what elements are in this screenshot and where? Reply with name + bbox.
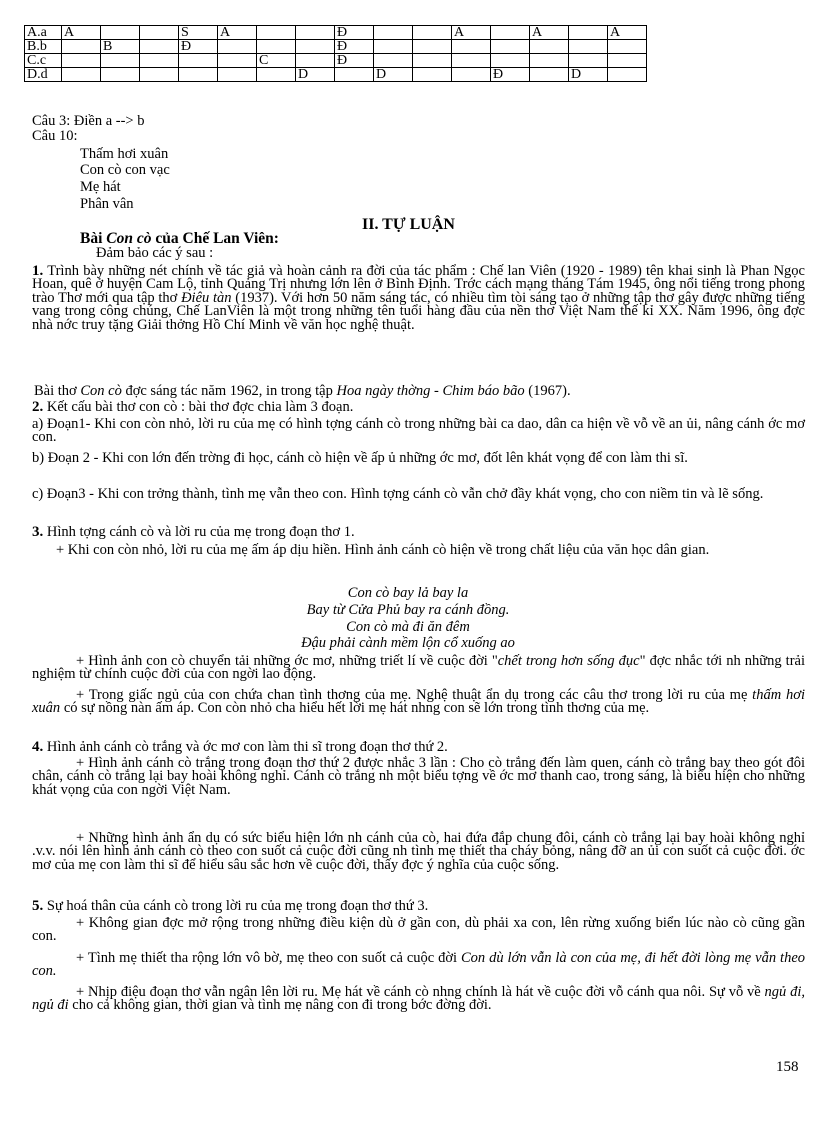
answer-line-2: Con cò con vạc [80, 162, 170, 178]
answer-cell [101, 26, 140, 40]
answer-cell [218, 68, 257, 82]
answer-cell [530, 68, 569, 82]
paragraph-5a: + Không gian đợc mở rộng trong những điều kiện dù ở gần con, dù phải xa con, lên rừng xuống biển lúc nào cò cũng gần con. [32, 915, 805, 945]
answer-cell [608, 40, 647, 54]
answer-cell [257, 26, 296, 40]
paragraph-5c: + Nhịp điệu đoạn thơ vẫn ngân lên lời ru. Mẹ hát về cánh cò nhng chính là hát về cuộc đời vỗ cánh qua nôi. Sự vỗ về ngủ đi, ngủ đi cho cả không gian, thời gian và tình mẹ nâng con đi trong bớc đờng đời. [32, 984, 806, 1014]
paragraph-2b: b) Đoạn 2 - Khi con lớn đến trờng đi học, cánh cò hiện về ấp ủ những ớc mơ, đốt lên khát vọng để con làm thi sĩ. [32, 450, 688, 466]
answer-cell [218, 40, 257, 54]
paragraph-5: 5. Sự hoá thân của cánh cò trong lời ru của mẹ trong đoạn thơ thứ 3. [32, 898, 429, 914]
paragraph-3b: + Hình ảnh con cò chuyển tải những ớc mơ, những triết lí về cuộc đời "chết trong hơn sống đục" đợc nhắc tới nh những trải nghiệm từ chính cuộc đời của con ngời lao động. [32, 653, 805, 683]
answer-cell [452, 40, 491, 54]
answer-cell: Đ [179, 40, 218, 54]
answer-cell [140, 40, 179, 54]
paragraph-4b: + Những hình ảnh ẩn dụ có sức biểu hiện lớn nh cánh của cò, hai đứa đắp chung đôi, cánh cò trắng lại bay hoài không nghỉ .v.v. nói lên hình ảnh cánh cò theo con suốt cả cuộc đời cũng nh tình mẹ thiết tha cháy bỏng, nâng đỡ an ủi con suốt cả cuộc đời. ớc mơ của mẹ con làm thi sĩ để hiểu sâu sắc hơn về cuộc đời, thấy đợc ý nghĩa của cuộc sống. [32, 830, 805, 873]
answer-cell [413, 54, 452, 68]
answer-cell: D [296, 68, 335, 82]
row-label-cell: A.a [25, 26, 62, 40]
section-title: II. TỰ LUẬN [362, 216, 455, 233]
paragraph-3c: + Trong giấc ngủ của con chứa chan tình thơng của mẹ. Nghệ thuật ẩn dụ trong các câu thơ trong lời ru của mẹ thấm hơi xuân có sự nồng nàn ấm áp. Con còn nhỏ cha hiểu hết lời mẹ hát nhng con sẽ lớn trong tình thơng của mẹ. [32, 687, 805, 717]
answer-cell: A [530, 26, 569, 40]
answer-cell [374, 54, 413, 68]
answer-cell [140, 26, 179, 40]
answer-cell [413, 26, 452, 40]
paragraph-4: 4. Hình ảnh cánh cò trắng và ớc mơ con làm thi sĩ trong đoạn thơ thứ 2. [32, 739, 448, 755]
page-number: 158 [776, 1059, 799, 1075]
poem-line-4: Đậu phải cành mềm lộn cổ xuống ao [301, 635, 515, 651]
answer-cell [62, 40, 101, 54]
answer-cell [413, 40, 452, 54]
answer-cell: B [101, 40, 140, 54]
answer-cell: A [608, 26, 647, 40]
answer-cell [530, 54, 569, 68]
answer-cell: D [569, 68, 608, 82]
answer-cell [62, 68, 101, 82]
cau3-line: Câu 3: Điền a --> b [32, 113, 145, 129]
answer-cell [452, 68, 491, 82]
answer-cell [569, 26, 608, 40]
answer-cell [296, 54, 335, 68]
answer-cell [491, 40, 530, 54]
paragraph-3a: + Khi con còn nhỏ, lời ru của mẹ ấm áp dịu hiền. Hình ảnh cánh cò hiện về trong chất liệu của văn học dân gian. [56, 542, 710, 558]
answer-cell [374, 26, 413, 40]
answer-cell [413, 68, 452, 82]
paragraph-2a: a) Đoạn1- Khi con còn nhỏ, lời ru của mẹ có hình tợng cánh cò trong những bài ca dao, dân ca hiện về vỗ về an ủi, nâng cánh ớc mơ con. [32, 416, 805, 446]
answer-cell [608, 68, 647, 82]
row-label-cell: D.d [25, 68, 62, 82]
row-label-cell: C.c [25, 54, 62, 68]
answer-cell [569, 40, 608, 54]
answer-cell: C [257, 54, 296, 68]
answer-cell: D [374, 68, 413, 82]
cau10-line: Câu 10: [32, 128, 78, 144]
paragraph-2c: c) Đoạn3 - Khi con trởng thành, tình mẹ vẫn theo con. Hình tợng cánh cò vẫn chở đầy khát vọng, cho con niềm tin và lẽ sống. [32, 486, 764, 502]
paragraph-1b: Bài thơ Con cò đợc sáng tác năm 1962, in trong tập Hoa ngày thờng - Chim báo bão (1967). [34, 383, 571, 399]
answer-cell [569, 54, 608, 68]
answer-cell: Đ [335, 54, 374, 68]
answer-cell [179, 68, 218, 82]
paragraph-5b: + Tình mẹ thiết tha rộng lớn vô bờ, mẹ theo con suốt cả cuộc đời Con dù lớn vẫn là con của mẹ, đi hết đời lòng mẹ vẫn theo con. [32, 950, 806, 980]
paragraph-2: 2. Kết cấu bài thơ con cò : bài thơ đợc chia làm 3 đoạn. [32, 399, 354, 415]
answer-cell [296, 26, 335, 40]
essay-heading: Bài Con cò của Chế Lan Viên: [80, 230, 279, 247]
answer-cell [257, 68, 296, 82]
row-label-cell: B.b [25, 40, 62, 54]
answer-cell: A [62, 26, 101, 40]
answer-cell [257, 40, 296, 54]
answer-cell [530, 40, 569, 54]
paragraph-4a: + Hình ảnh cánh cò trắng trong đoạn thơ thứ 2 được nhắc 3 lần : Cho cò trắng đến làm quen, cánh cò trắng bay theo gót đôi chân, cánh cò trắng lại bay hoài không nghỉ. Cánh cò trắng nh một biểu tợng về ớc mơ thanh cao, trong sáng, là biểu hiện cho những khát vọng của con ngời Việt Nam. [32, 755, 805, 798]
answer-cell [140, 54, 179, 68]
answer-cell: Đ [335, 26, 374, 40]
answer-cell [335, 68, 374, 82]
answer-cell [101, 68, 140, 82]
answer-cell: A [452, 26, 491, 40]
poem-line-2: Bay từ Cửa Phủ bay ra cánh đồng. [306, 602, 510, 618]
answer-line-4: Phân vân [80, 196, 134, 212]
table-row [25, 54, 647, 68]
table-row [25, 40, 647, 54]
answer-cell [179, 54, 218, 68]
answer-cell [218, 54, 257, 68]
poem-line-3: Con cò mà đi ăn đêm [346, 619, 470, 635]
answer-line-3: Mẹ hát [80, 179, 121, 195]
answer-cell: Đ [491, 68, 530, 82]
answer-cell [491, 54, 530, 68]
answer-cell [140, 68, 179, 82]
answer-cell: A [218, 26, 257, 40]
paragraph-3: 3. Hình tợng cánh cò và lời ru của mẹ trong đoạn thơ 1. [32, 524, 355, 540]
dam-bao-line: Đảm bảo các ý sau : [96, 245, 214, 261]
answer-table [24, 25, 647, 82]
answer-cell: S [179, 26, 218, 40]
answer-cell [101, 54, 140, 68]
answer-line-1: Thấm hơi xuân [80, 146, 169, 162]
paragraph-1: 1. Trình bày những nét chính về tác giả và hoàn cảnh ra đời của tác phẩm : Chế lan Viên (1920 - 1989) tên khai sinh là Phan Ngọc Hoan, quê ở huyện Cam Lộ, tỉnh Quảng Trị nhưng lớn lên ở Bình Định. Trớc cách mạng tháng Tám 1945, ông nổi tiếng trong phong trào Thơ mới qua tập thơ Điêu tàn (1937). Với hơn 50 năm sáng tác, có nhiều tìm tòi sáng tạo ở những tập thơ gây được những tiếng vang trong công chúng, Chế LanViên là một trong những tên tuổi hàng đầu của nền thơ Việt Nam thế kỉ XX. Năm 1996, ông đợc nhà nớc truy tặng Giải thởng Hồ Chí Minh về văn học nghệ thuật. [32, 263, 805, 333]
answer-cell: Đ [335, 40, 374, 54]
poem-line-1: Con cò bay lả bay la [347, 585, 469, 601]
answer-cell [374, 40, 413, 54]
answer-cell [452, 54, 491, 68]
answer-cell [491, 26, 530, 40]
table-row [25, 26, 647, 40]
answer-cell [296, 40, 335, 54]
table-row [25, 68, 647, 82]
answer-cell [608, 54, 647, 68]
answer-cell [62, 54, 101, 68]
